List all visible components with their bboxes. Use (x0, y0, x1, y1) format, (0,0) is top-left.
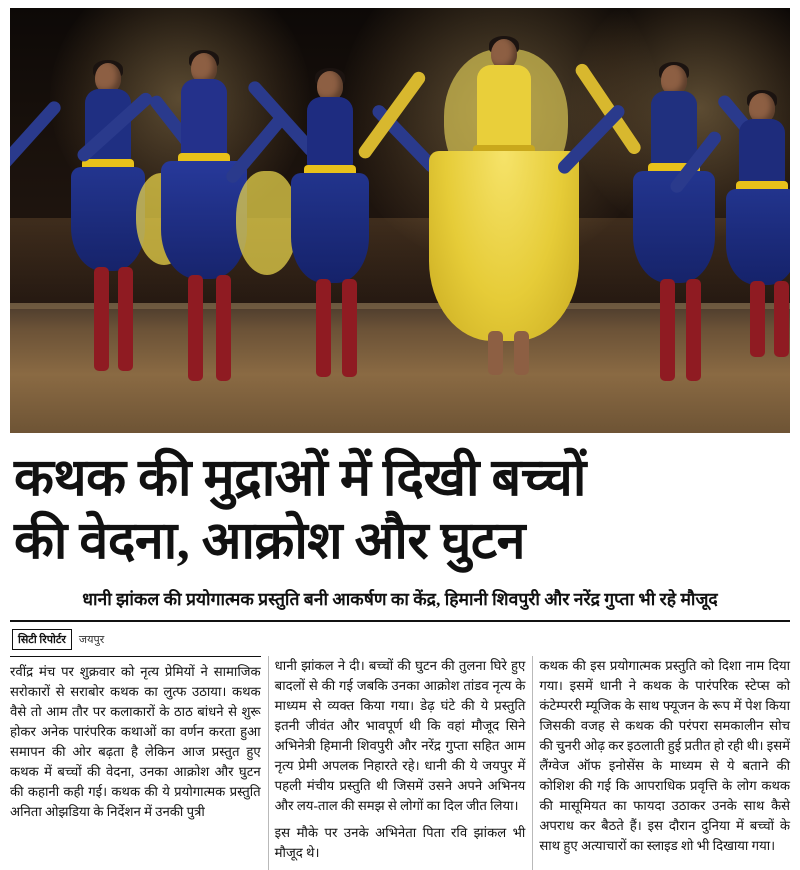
column-rule (10, 656, 261, 657)
dancer-torso (181, 79, 227, 159)
dancer-torso (651, 91, 697, 167)
dancer-leg (750, 281, 765, 357)
headline (14, 447, 786, 574)
dancer-leg (686, 279, 701, 381)
article-column (275, 656, 526, 870)
dancer-skirt (71, 167, 145, 271)
lead-dancer-skirt (429, 151, 579, 341)
byline (12, 629, 800, 650)
subheadline: धानी झांकल की प्रयोगात्मक प्रस्तुति बनी आकर्षण का केंद्र, हिमानी शिवपुरी और नरेंद्र गुप्ता भी रहे मौजूद (82, 588, 718, 609)
header-divider (10, 620, 790, 622)
dancer-leg (660, 279, 675, 381)
dancer-skirt (726, 189, 790, 285)
dancer-figure (710, 93, 790, 373)
dancer-leg (514, 331, 529, 375)
dancer-torso (739, 119, 785, 185)
dancer-skirt (291, 173, 369, 283)
dancer-leg (118, 267, 133, 371)
article-body (10, 656, 790, 870)
dancer-torso (477, 65, 531, 151)
dancer-figure (272, 71, 392, 391)
dancer-figure (140, 53, 270, 403)
article-paragraph: रवींद्र मंच पर शुक्रवार को नृत्य प्रेमियों ने सामाजिक सरोकारों से सराबोर कथक का लुत्फ उठाया। कथक वैसे तो आम तौर पर कलाकारों के ठाठ बांधने से शुरू होकर अनेक पारंपरिक कथाओं का वर्णन करता हुआ समापन की ओर बढ़ता है लेकिन आज प्रस्तुत हुए कथक में बच्चों की वेदना, उनका आक्रोश और घुटन की कहानी कही गई। कथक की ये प्रयोगात्मक प्रस्तुति अनिता ओझडिया के निर्देशन में उनकी पुत्री (10, 663, 261, 820)
dancer-leg (774, 281, 789, 357)
article-photo (10, 8, 790, 433)
dancer-leg (342, 279, 357, 377)
article-column (539, 656, 790, 870)
byline-tag: सिटी रिपोर्टर (12, 629, 72, 650)
dancer-torso (307, 97, 353, 169)
article-paragraph: कथक की इस प्रयोगात्मक प्रस्तुति को दिशा नाम दिया गया। इसमें धानी ने कथक के पारंपरिक स्टेप्स को कंटेम्पररी म्यूजिक के साथ फ्यूजन के रूप में पेश किया जिसकी वजह से कथक की परंपरा समकालीन सोच की चुनरी ओढ़ कर इठलाती हुई प्रतीत हो रही थी। इसमें लैंग्वेज ऑफ इनोसेंस के माध्यम से ये बताने की कोशिश की गई कि आपराधिक प्रवृत्ति के लोग कथक की मासूमियत का फायदा उठाकर उनके साथ कैसे अपराध कर बैठते हैं। इस दौरान दुनिया में बच्चों के साथ हुए अत्याचारों का स्लाइड शो भी दिखाया गया। (539, 657, 791, 854)
dancer-leg (188, 275, 203, 381)
newspaper-page (0, 8, 800, 861)
dancer-leg (94, 267, 109, 371)
dancer-leg (488, 331, 503, 375)
byline-city: जयपुर (78, 633, 105, 646)
dancer-leg (216, 275, 231, 381)
article-paragraph: धानी झांकल ने दी। बच्चों की घुटन की तुलना घिरे हुए बादलों से की गई जबकि उनका आक्रोश तांडव नृत्य के माध्यम से व्यक्त किया गया। डेढ़ घंटे की ये प्रस्तुति इतनी जीवंत और भावपूर्ण थी कि वहां मौजूद सिने अभिनेत्री हिमानी शिवपुरी और नरेंद्र गुप्ता सहित आम नृत्य प्रेमी अपलक निहारते रहे। धानी की ये जयपुर में पहली मंचीय प्रस्तुति थी जिसमें उसने अपने अभिनय और लय-ताल की समझ से लोगों का दिल जीत लिया। (274, 657, 526, 814)
dancer-leg (316, 279, 331, 377)
headline-line-2: की वेदना, आक्रोश और घुटन (14, 513, 525, 571)
article-paragraph: इस मौके पर उनके अभिनेता पिता रवि झांकल भी मौजूद थे। (274, 825, 526, 861)
article-column (10, 656, 261, 870)
lead-dancer-figure (410, 39, 600, 399)
headline-line-1: कथक की मुद्राओं में दिखी बच्चों (14, 450, 586, 507)
